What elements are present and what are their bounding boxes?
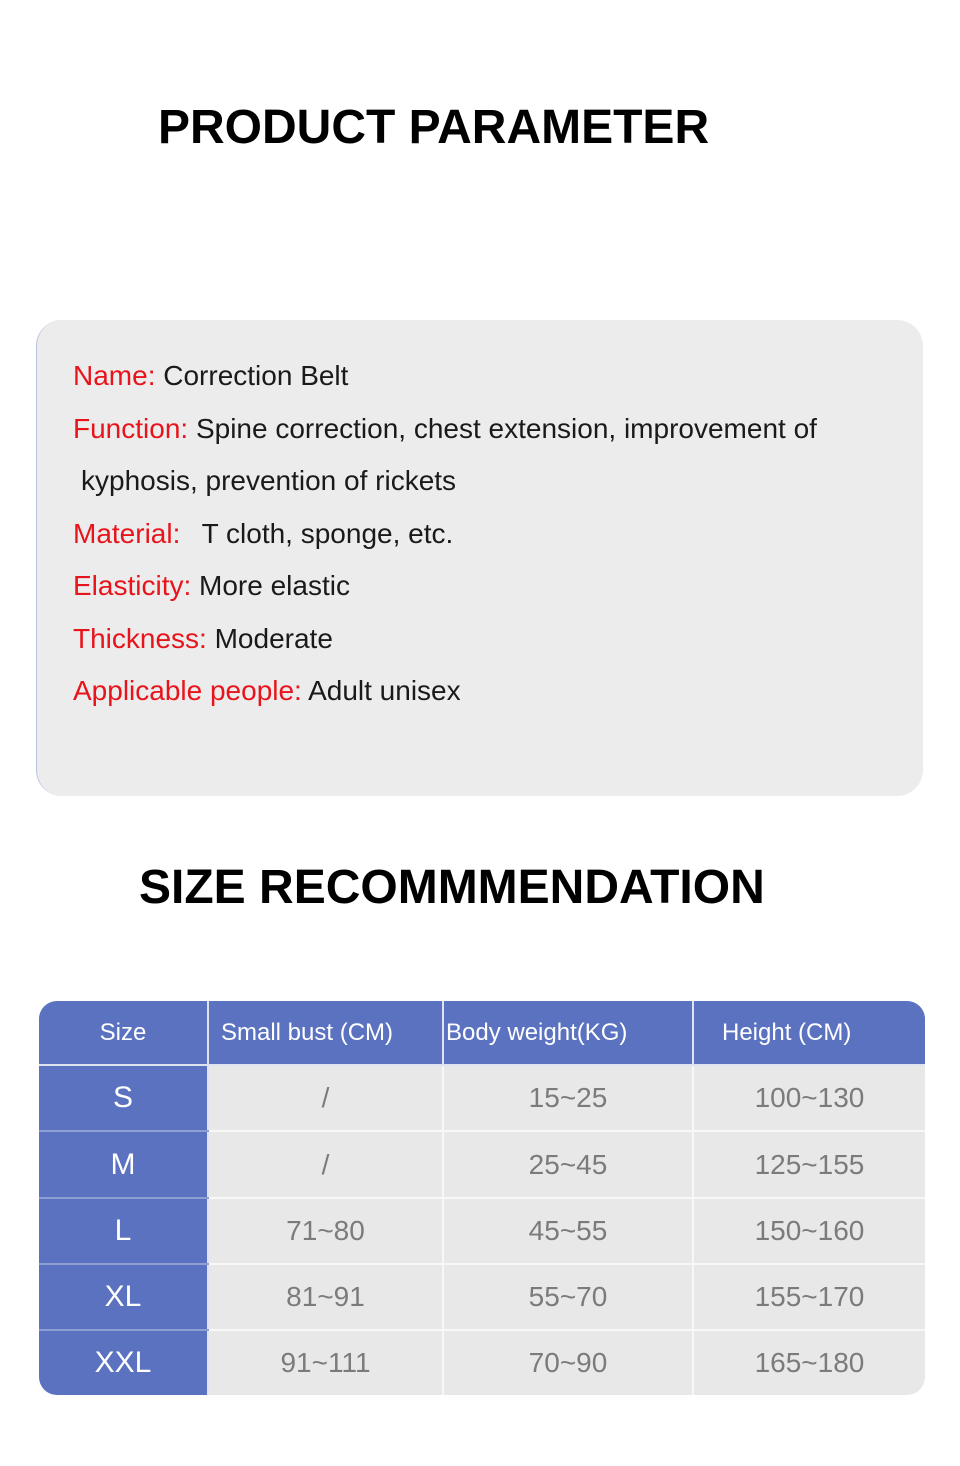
bust-cell: / (208, 1065, 443, 1131)
size-cell: M (39, 1131, 208, 1197)
size-recommendation-title: SIZE RECOMMMENDATION (139, 861, 765, 914)
table-row (39, 1065, 925, 1131)
param-key: Function: (73, 413, 189, 444)
size-cell: L (39, 1198, 208, 1264)
table-header-row (39, 1001, 925, 1065)
param-elasticity (73, 572, 350, 600)
param-key: Material: (73, 518, 181, 549)
size-cell: XL (39, 1264, 208, 1330)
param-key: Applicable people: (73, 675, 302, 706)
param-value: Correction Belt (163, 360, 349, 391)
bust-cell: 71~80 (208, 1198, 443, 1264)
param-applicable-people (73, 677, 461, 705)
bust-cell: / (208, 1131, 443, 1197)
size-cell: XXL (39, 1330, 208, 1395)
size-table (39, 1001, 925, 1395)
param-thickness (73, 625, 333, 653)
bust-cell: 91~111 (208, 1330, 443, 1395)
param-name (73, 362, 348, 390)
param-value: kyphosis, prevention of rickets (81, 465, 457, 496)
param-function-continued (81, 467, 456, 495)
table-row (39, 1330, 925, 1395)
weight-cell: 55~70 (443, 1264, 693, 1330)
param-value: Moderate (214, 623, 333, 654)
param-value: More elastic (199, 570, 350, 601)
weight-cell: 70~90 (443, 1330, 693, 1395)
table-row (39, 1198, 925, 1264)
size-cell: S (39, 1065, 208, 1131)
param-value: Spine correction, chest extension, improvement of (195, 413, 817, 444)
param-key: Name: (73, 360, 156, 391)
header-size: Size (39, 1001, 208, 1065)
param-material (73, 520, 453, 548)
table-row (39, 1131, 925, 1197)
param-key: Thickness: (73, 623, 207, 654)
height-cell: 155~170 (693, 1264, 925, 1330)
height-cell: 100~130 (693, 1065, 925, 1131)
header-small-bust: Small bust (CM) (208, 1001, 443, 1065)
parameter-card (36, 320, 923, 796)
bust-cell: 81~91 (208, 1264, 443, 1330)
weight-cell: 15~25 (443, 1065, 693, 1131)
param-value: T cloth, sponge, etc. (201, 518, 454, 549)
height-cell: 165~180 (754, 1347, 865, 1379)
weight-cell: 25~45 (443, 1131, 693, 1197)
weight-cell: 45~55 (443, 1198, 693, 1264)
param-function (73, 415, 817, 443)
height-cell: 150~160 (693, 1198, 925, 1264)
param-value: Adult unisex (308, 675, 461, 706)
product-parameter-title: PRODUCT PARAMETER (158, 101, 710, 154)
param-key: Elasticity: (73, 570, 192, 601)
header-height: Height (CM) (693, 1001, 925, 1065)
table-row (39, 1264, 925, 1330)
height-cell: 125~155 (693, 1131, 925, 1197)
header-body-weight: Body weight(KG) (443, 1001, 693, 1065)
